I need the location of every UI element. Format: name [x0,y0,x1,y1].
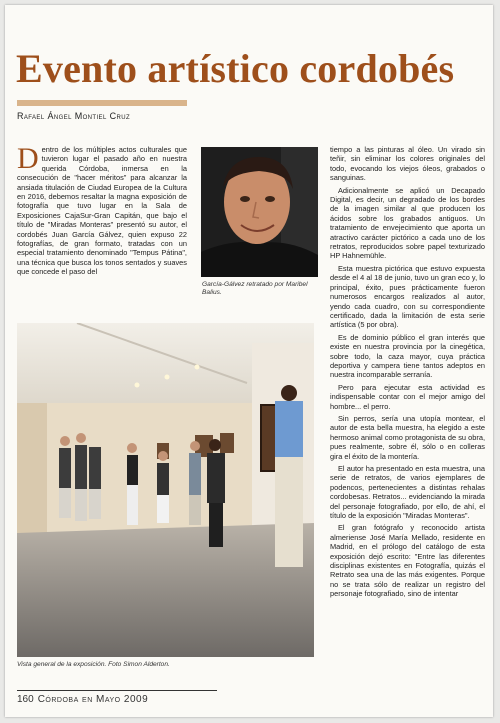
column-left [17,145,187,321]
page-number: 160 [17,694,34,705]
magazine-name: Córdoba en Mayo 2009 [37,694,149,705]
paragraph: Pero para ejecutar esta actividad es indispensable contar con el mejor amigo del hombre... el perro. [330,382,485,411]
paragraph: Es de dominio público el gran interés que existe en nuestra provincia por la cinegética, sobre todo, la caza mayor, cuya práctica deportiva y campera tiene tantos adeptos en nuestra incomparable serranía. [330,332,485,380]
article-author: Rafael Ángel Montiel Cruz [17,111,131,121]
author-portrait [201,147,318,277]
page-footer [17,694,148,705]
column-right [330,145,485,685]
magazine-page [5,5,493,717]
paragraph: Sin perros, sería una utopía montear, el autor de esta bella muestra, ha elegido a este hermoso animal como protagonista de su obra, pues realmente, sobre él, sólo o en colleras gira el éxito de la montería. [330,413,485,461]
paragraph: tiempo a las pinturas al óleo. Un virado sin teñir, sin eliminar los colores originales del todo, evocando los viejos óleos, grabados o sanguinas. [330,145,485,183]
paragraph: Adicionalmente se aplicó un Decapado Digital, es decir, un degradado de los bordes de la imagen similar al que producen los ácidos sobre los grabados antiguos. Un tratamiento de envejecimiento que aporta un atractivo carácter pictórico a cada uno de los retratos, reproducidos sobre papel texturizado HP Hahnemühle. [330,185,485,261]
paragraph: Dentro de los múltiples actos culturales que tuvieron lugar el pasado año en nuestra querida Córdoba, inmersa en la consecución de "hacer méritos" para alcanzar la ansiada titulación de Ciudad Europea de la Cultura en 2016, debemos resaltar la magna exposición de fotografía que tuvo lugar en la Sala de Exposiciones CajaSur-Gran Capitán, que bajo el título de "Miradas Monteras" presentó su autor, el cordobés Juan García Gálvez, quien expuso 22 fotografías, de gran formato, tratadas con un especial tratamiento denominado "Tempus Pátina", una técnica que busca los tonos sentados y suaves que concede el paso del [17,145,187,277]
article-title: Evento artístico cordobés [16,46,455,91]
paragraph: Esta muestra pictórica que estuvo expuesta desde el 4 al 18 de junio, tuvo un gran eco y, lo principal, éxito, pues prácticamente fueron numerosos encargos realizados al autor, yendo cada cuadro, con su correspondiente certificado, dada la limitación de esta serie artística (5 por obra). [330,263,485,330]
drop-cap: D [17,145,39,175]
photo-caption: Vista general de la exposición. Foto Simon Alderton. [17,661,170,668]
footer-rule [17,690,217,691]
author-bar [17,100,187,106]
portrait-illustration [201,147,318,277]
exhibition-photo [17,323,314,657]
paragraph: El autor ha presentado en esta muestra, una serie de retratos, de varios ejemplares de podencos, pertenecientes a distintas rehalas cordobesas. Retratos... evidenciando la mirada del personaje fotografiado, por ello, de ahí, el título de la exposición "Miradas Monteras". [330,464,485,521]
portrait-caption: García-Gálvez retratado por Maribel Balius. [202,281,308,296]
exhibition-illustration [17,323,314,657]
paragraph: El gran fotógrafo y reconocido artista almeriense José María Mellado, residente en Madrid, en el prólogo del catálogo de esta exposición dejó escrito: "Entre las diferentes disciplinas existentes en Fotografía, quizás el Retrato sea una de las más exigentes. Porque no se trata sólo de realizar un registro del personaje fotografiado, sino de intentar [330,523,485,599]
